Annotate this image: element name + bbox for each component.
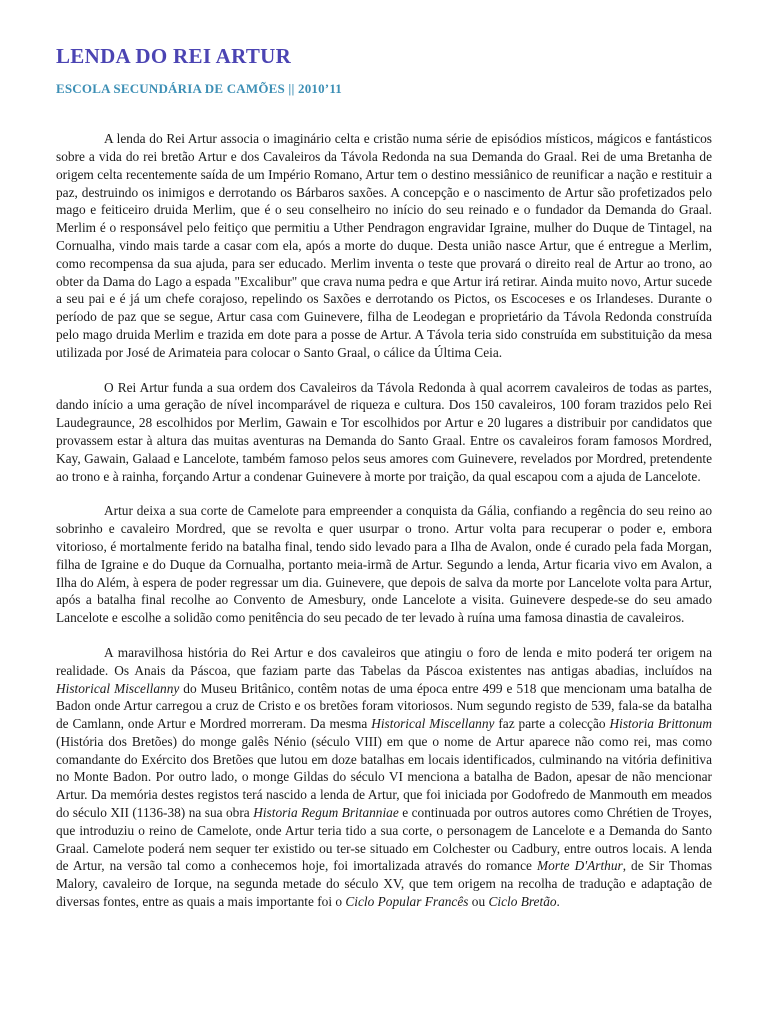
paragraph-text: e continuada por outros autores como Chrétien de Troyes, que introduziu o reino de Camelote, onde Artur teria tido a sua corte, o personagem de Lancelote e a Demanda do Santo Graal. Camelote poderá nem sequer ter existido ou ter-se situado em Colchester ou Cadbury, entre outros locais. A lenda de Artur, na versão tal como a conhecemos hoje, foi imortalizada através do romance xyxy=(56,805,712,874)
body-paragraph xyxy=(56,502,712,627)
italic-title-text: Ciclo Bretão xyxy=(488,894,557,910)
italic-title-text: Historia Regum Britanniae xyxy=(253,805,399,821)
paragraph-text: , de Sir Thomas Malory, cavaleiro de Iorque, na segunda metade do século XV, que tem origem na recolha de tradução e adaptação de diversas fontes, entre as quais a mais importante foi o xyxy=(56,858,713,910)
paragraph-text: A maravilhosa história do Rei Artur e dos cavaleiros que atingiu o foro de lenda e mito poderá ter origem na realidade. Os Anais da Páscoa, que faziam parte das Tabelas da Páscoa existentes nas antigas abadias, incluídos na xyxy=(56,644,712,678)
paragraph-text: O Rei Artur funda a sua ordem dos Cavaleiros da Távola Redonda à qual acorrem cavaleiros de todas as partes, dando início a uma geração de nível incomparável de riqueza e cultura. Dos 150 cavaleiros, 100 foram trazidos pelo Rei Laudegraunce, 28 escolhidos por Merlim, Gawain e Tor escolhidos por Artur e 20 lugares a distribuir por candidatos que provassem estar à altura das muitas aventuras na Demanda do Santo Graal. Entre os cavaleiros foram famosos Mordred, Kay, Gawain, Galaad e Lancelote, também famoso pelos seus amores com Guinevere, revelados por Mordred, pretendente ao trono e à rainha, forçando Artur a condenar Guinevere à morte por traição, da qual escapou com a ajuda de Lancelote. xyxy=(56,379,712,484)
italic-title-text: Historia Brittonum xyxy=(609,716,712,732)
paragraph-text: A lenda do Rei Artur associa o imaginário celta e cristão numa série de episódios místicos, mágicos e fantásticos sobre a vida do rei bretão Artur e dos Cavaleiros da Távola Redonda na sua Demanda do Graal. Rei de uma Bretanha de origem celta recentemente saída de um Império Romano, Artur tem o destino messiânico de reunificar a nação e restituir a paz, destruindo os inimigos e derrotando os Bárbaros saxões. A concepção e o nascimento de Artur são profetizados pelo mago e feiticeiro druida Merlim, que é o seu conselheiro no início do seu reinado e o fundador da Demanda do Graal. Merlim é o responsável pelo feitiço que permitiu a Uther Pendragon engravidar Igraine, mulher do Duque de Tintagel, na Cornualha, vindo mais tarde a casar com ela, após a morte do duque. Desta união nasce Artur, que é entregue a Merlim, como recompensa da sua ajuda, para ser educado. Merlim inventa o teste que provará o direito real de Artur ao trono, ao obter da Dama do Lago a espada "Excalibur" que crava numa pedra e que Artur irá retirar. Ainda muito novo, Artur sucede a seu pai e é já um chefe corajoso, repelindo os Saxões e derrotando os Pictos, os Escoceses e os Irlandeses. Durante o período de paz que se segue, Artur casa com Guinevere, filha de Leodegan e proprietário da Távola Redonda construída pelo mago druida Merlim e trazida em dote para a posse de Artur. A Távola teria sido construída em substituição da mesa utilizada por José de Arimateia para colocar o Santo Graal, o cálice da Última Ceia. xyxy=(56,131,712,360)
paragraph-text: ou xyxy=(468,894,489,910)
italic-title-text: Historical Miscellanny xyxy=(371,716,495,732)
italic-title-text: Ciclo Popular Francês xyxy=(345,894,469,910)
document-subtitle: ESCOLA SECUNDÁRIA DE CAMÕES || 2010’11 xyxy=(56,81,343,97)
paragraph-text: (História dos Bretões) do monge galês Nénio (século VIII) em que o nome de Artur aparece não como rei, mas como comandante do Exército dos Bretões que lutou em doze batalhas em locais identificados, culminando na vitória definitiva no Monte Badon. Por outro lado, o monge Gildas do século VI menciona a batalha de Badon, apesar de não mencionar Artur. Da memória destes registos terá nascido a lenda de Artur, que foi iniciada por Godofredo de Manmouth em meados do século XII (1136-38) na sua obra xyxy=(56,733,712,821)
body-paragraph xyxy=(56,379,712,486)
paragraph-text: do Museu Britânico, contêm notas de uma época entre 499 e 518 que mencionam uma batalha de Badon onde Artur carregou a cruz de Cristo e os bretões foram vitoriosos. Num segundo registo de 539, fala-se da batalha de Camlann, onde Artur e Mordred morreram. Da mesma xyxy=(56,680,712,732)
body-paragraph xyxy=(56,644,712,911)
document-body xyxy=(56,130,712,911)
paragraph-text: faz parte a colecção xyxy=(494,716,610,732)
italic-title-text: Morte D'Arthur xyxy=(536,858,623,874)
body-paragraph xyxy=(56,130,712,361)
italic-title-text: Historical Miscellanny xyxy=(56,680,180,696)
document-title: LENDA DO REI ARTUR xyxy=(56,44,292,68)
paragraph-text: . xyxy=(556,894,560,910)
paragraph-text: Artur deixa a sua corte de Camelote para empreender a conquista da Gália, confiando a regência do seu reino ao sobrinho e cavaleiro Mordred, que se revolta e quer usurpar o trono. Artur volta para recuperar o poder e, embora vitorioso, é mortalmente ferido na batalha final, tendo sido levado para a Ilha de Avalon, onde é curado pela fada Morgan, filha de Igraine e do Duque da Cornualha, portanto meia-irmã de Artur. Segundo a lenda, Artur ficaria vivo em Avalon, a Ilha do Além, à espera de poder regressar um dia. Guinevere, que depois de salva da morte por Lancelote volta para Artur, após a batalha final recolhe ao Convento de Amesbury, onde Lancelote a visita. Guinevere despede-se do seu amado Lancelote e escolhe a solidão como penitência do seu pecado de ter levado à ruína uma famosa dinastia de cavaleiros. xyxy=(56,503,712,626)
